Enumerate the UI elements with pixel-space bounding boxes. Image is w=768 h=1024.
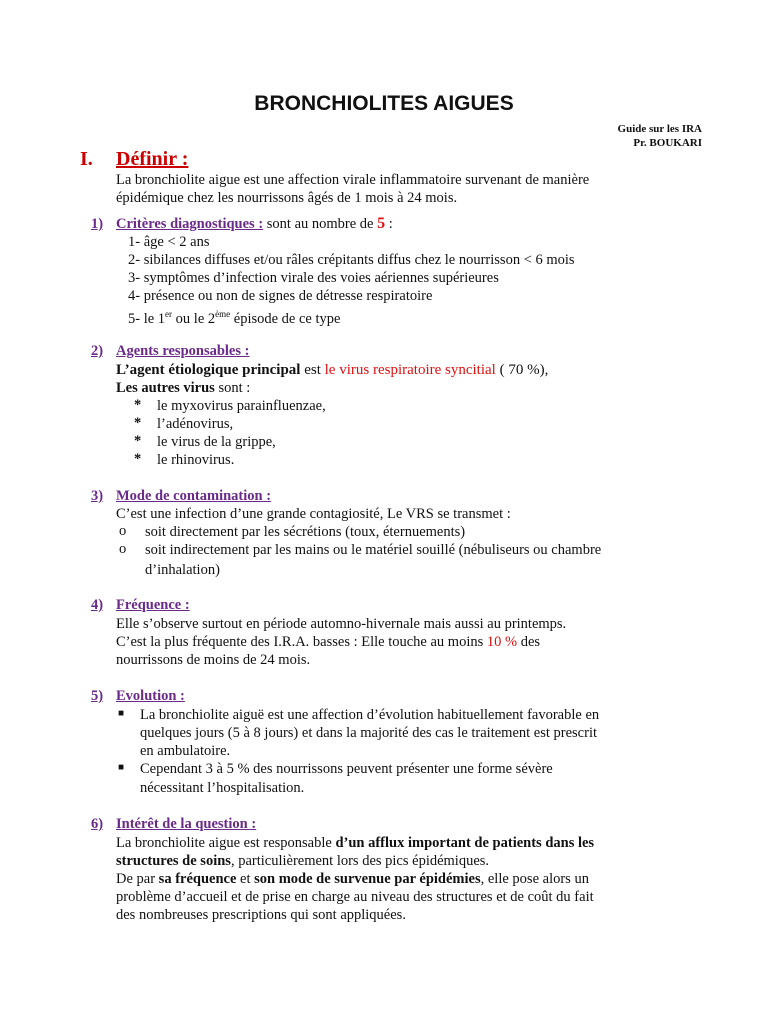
subsection-number: 3) — [91, 488, 104, 504]
frequence-line: Elle s’observe surtout en période automno-hivernale mais aussi au printemps. — [116, 616, 567, 632]
bullet-star-icon: * — [134, 415, 142, 431]
document-source — [618, 122, 702, 150]
virus-item: le virus de la grippe, — [157, 434, 276, 450]
virus-item: le rhinovirus. — [157, 452, 235, 468]
virus-item: le myxovirus parainfluenzae, — [157, 398, 326, 414]
frequence-line: nourrissons de moins de 24 mois. — [116, 652, 311, 668]
subsection-label: Mode de contamination : — [116, 488, 272, 504]
section-numeral: I. — [80, 148, 93, 170]
bullet-circle-icon: o — [119, 541, 127, 557]
subsection-heading-agents — [91, 343, 249, 360]
evolution-item: Cependant 3 à 5 % des nourrissons peuvent présenter une forme sévère — [140, 761, 553, 777]
bullet-star-icon: * — [134, 451, 142, 467]
subsection-heading-mode — [91, 488, 271, 505]
virus-item: l’adénovirus, — [157, 416, 234, 432]
interet-line: des nombreuses prescriptions qui sont appliquées. — [116, 907, 406, 923]
criteria-item: 5- le 1er ou le 2ème épisode de ce type — [128, 309, 341, 327]
mode-intro: C’est une infection d’une grande contagiosité, Le VRS se transmet : — [116, 506, 511, 522]
criteria-count: 5 — [377, 215, 386, 232]
definition-line: épidémique chez les nourrissons âgés de 1 mois à 24 mois. — [116, 190, 458, 206]
bullet-star-icon: * — [134, 433, 142, 449]
interet-line: De par sa fréquence et son mode de survenue par épidémies, elle pose alors un — [116, 871, 589, 887]
definition-paragraph — [116, 171, 589, 207]
guide-author: Pr. BOUKARI — [633, 137, 702, 149]
subsection-number: 2) — [91, 343, 104, 359]
criteria-item: 1- âge < 2 ans — [128, 234, 210, 250]
criteria-item: 4- présence ou non de signes de détresse respiratoire — [128, 288, 433, 304]
bullet-circle-icon: o — [119, 523, 127, 539]
subsection-label: Critères diagnostiques : — [116, 216, 264, 232]
subsection-heading-evolution — [91, 688, 185, 705]
subsection-tail: sont au nombre de — [266, 216, 374, 232]
guide-title: Guide sur les IRA — [617, 123, 702, 135]
section-label: Définir : — [116, 148, 189, 170]
subsection-label: Intérêt de la question : — [116, 816, 257, 832]
interet-line: La bronchiolite aigue est responsable d’un afflux important de patients dans les — [116, 835, 595, 851]
evolution-item-continued: quelques jours (5 à 8 jours) et dans la majorité des cas le traitement est prescrit — [140, 725, 598, 741]
subsection-tail-end: : — [388, 216, 393, 232]
subsection-label: Agents responsables : — [116, 343, 250, 359]
bullet-square-icon: ■ — [118, 762, 125, 773]
subsection-number: 6) — [91, 816, 104, 832]
other-viruses-line: Les autres virus sont : — [116, 380, 251, 396]
subsection-heading-criteres — [91, 215, 393, 233]
subsection-heading-interet — [91, 816, 256, 833]
evolution-item: La bronchiolite aiguë est une affection d’évolution habituellement favorable en — [140, 707, 600, 723]
evolution-item-continued: nécessitant l’hospitalisation. — [140, 780, 305, 796]
section-heading-definir — [80, 148, 188, 171]
interet-line: problème d’accueil et de prise en charge au niveau des structures et de coût du fait — [116, 889, 594, 905]
bullet-square-icon: ■ — [118, 708, 125, 719]
mode-item: soit directement par les sécrétions (toux, éternuements) — [145, 524, 466, 540]
subsection-label: Fréquence : — [116, 597, 190, 613]
frequence-line: C’est la plus fréquente des I.R.A. basses : Elle touche au moins 10 % des — [116, 634, 541, 650]
mode-item-continued: d’inhalation) — [145, 562, 220, 578]
page-title: BRONCHIOLITES AIGUES — [254, 92, 514, 115]
criteria-item: 2- sibilances diffuses et/ou râles crépitants diffus chez le nourrisson < 6 mois — [128, 252, 575, 268]
subsection-label: Evolution : — [116, 688, 185, 704]
criteria-item: 3- symptômes d’infection virale des voies aériennes supérieures — [128, 270, 499, 286]
subsection-heading-frequence — [91, 597, 190, 614]
agent-principal-line: L’agent étiologique principal est le virus respiratoire syncitial ( 70 %), — [116, 362, 549, 378]
subsection-number: 1) — [91, 216, 104, 232]
definition-line: La bronchiolite aigue est une affection virale inflammatoire survenant de manière — [116, 172, 590, 188]
interet-line: structures de soins, particulièrement lors des pics épidémiques. — [116, 853, 490, 869]
subsection-number: 4) — [91, 597, 104, 613]
bullet-star-icon: * — [134, 397, 142, 413]
mode-item: soit indirectement par les mains ou le matériel souillé (nébuliseurs ou chambre — [145, 542, 602, 558]
subsection-number: 5) — [91, 688, 104, 704]
evolution-item-continued: en ambulatoire. — [140, 743, 231, 759]
